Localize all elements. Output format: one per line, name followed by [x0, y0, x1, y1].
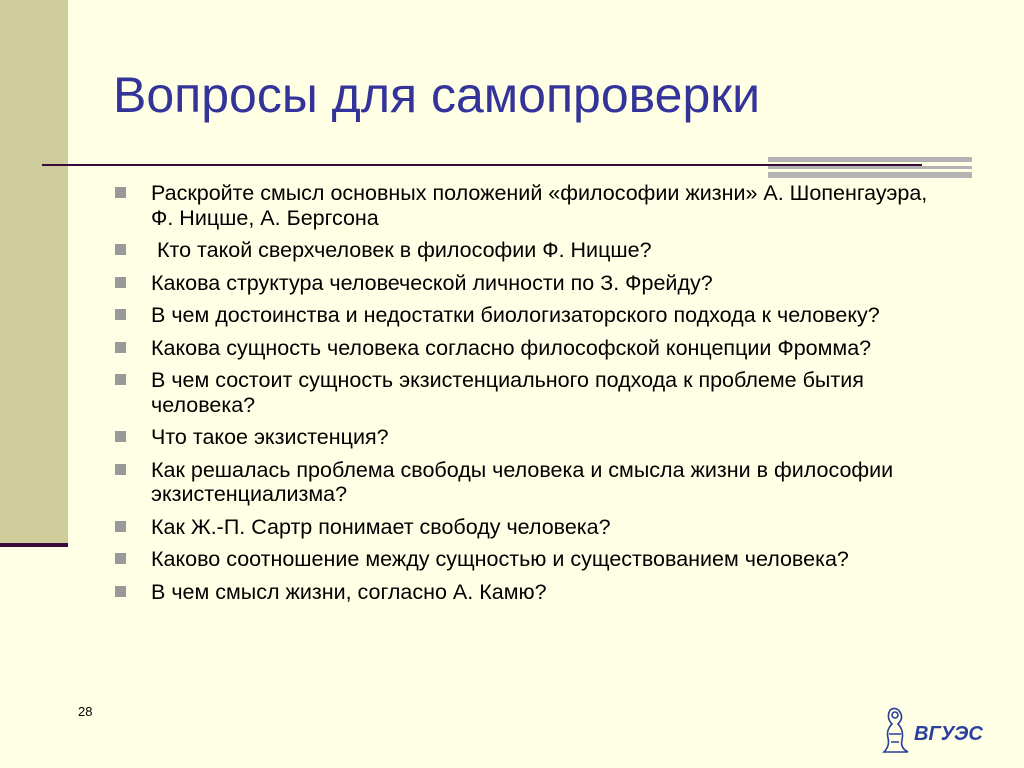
slide-title: Вопросы для самопроверки: [113, 67, 761, 123]
list-item-text: Какова структура человеческой личности по З. Фрейду?: [151, 270, 713, 295]
side-band-rule: [0, 543, 68, 547]
list-item-text: Что такое экзистенция?: [151, 425, 389, 449]
list-item: [115, 303, 955, 328]
university-emblem-icon: [884, 708, 908, 752]
list-item-text: В чем состоит сущность экзистенциального подхода к проблеме бытия человека?: [151, 368, 864, 417]
decorative-bar: [768, 157, 972, 162]
list-item-text: Как решалась проблема свободы человека и смысла жизни в философии экзистенциализма?: [151, 457, 894, 506]
list-item: [115, 181, 955, 230]
question-list: [115, 181, 955, 612]
decorative-bar: [768, 166, 972, 169]
list-item: [115, 271, 955, 296]
list-item: [115, 425, 955, 450]
side-band: [0, 0, 68, 546]
square-bullet-icon: [115, 553, 126, 564]
list-item: [115, 336, 955, 361]
list-item-text: Какова сущность человека согласно философской концепции Фромма?: [151, 335, 872, 360]
square-bullet-icon: [115, 431, 126, 442]
square-bullet-icon: [115, 277, 126, 288]
list-item-text: Кто такой сверхчеловек в философии Ф. Ницше?: [151, 238, 652, 262]
logo-text: ВГУЭС: [914, 723, 983, 745]
square-bullet-icon: [115, 187, 126, 198]
square-bullet-icon: [115, 464, 126, 475]
list-item-text: Раскройте смысл основных положений «философии жизни» А. Шопенгауэра, Ф. Ницше, А. Бергсона: [151, 181, 928, 230]
square-bullet-icon: [115, 342, 126, 353]
list-item: [115, 547, 955, 572]
list-item-text: В чем достоинства и недостатки биологизаторского подхода к человеку?: [151, 303, 880, 327]
square-bullet-icon: [115, 309, 126, 320]
square-bullet-icon: [115, 586, 126, 597]
list-item: [115, 238, 955, 263]
page-number: 28: [78, 704, 93, 719]
list-item: [115, 458, 955, 507]
square-bullet-icon: [115, 244, 126, 255]
list-item-text: Каково соотношение между сущностью и существованием человека?: [151, 547, 849, 571]
square-bullet-icon: [115, 521, 126, 532]
square-bullet-icon: [115, 374, 126, 385]
decorative-bar: [768, 172, 972, 178]
university-logo: [880, 704, 998, 756]
list-item: [115, 368, 955, 417]
list-item: [115, 580, 955, 605]
list-item: [115, 515, 955, 540]
list-item-text: В чем смысл жизни, согласно А. Камю?: [151, 579, 547, 604]
list-item-text: Как Ж.-П. Сартр понимает свободу человека?: [151, 514, 611, 539]
